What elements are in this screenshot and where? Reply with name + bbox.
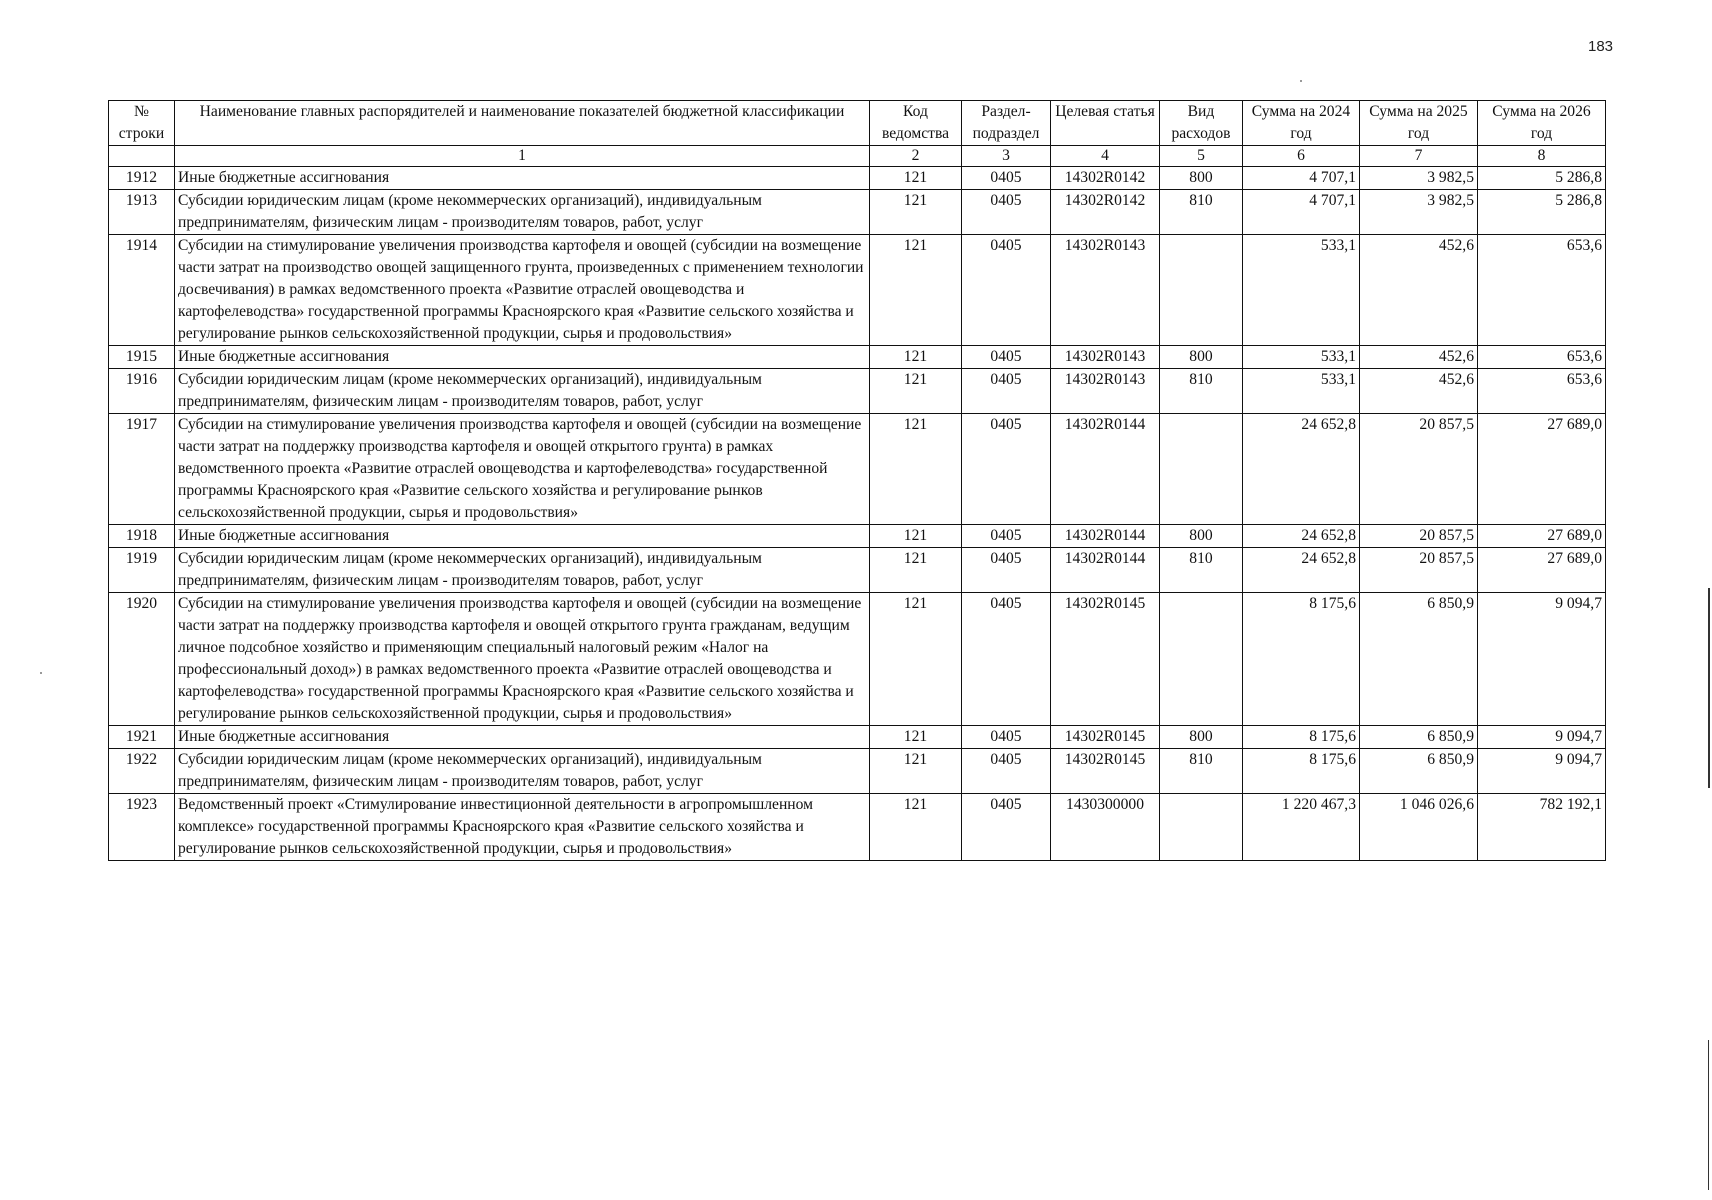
column-number: 2 xyxy=(870,146,962,167)
row-name: Субсидии юридическим лицам (кроме некоммерческих организаций), индивидуальным предпринимателям, физическим лицам - производителям товаров, работ, услуг xyxy=(175,548,870,593)
table-body xyxy=(109,167,1606,861)
row-name: Субсидии на стимулирование увеличения производства картофеля и овощей (субсидии на возмещение части затрат на поддержку производства картофеля и овощей открытого грунта) в рамках ведомственного проекта «Развитие отраслей овощеводства и картофелеводства» государственной программы Красноярского края «Развитие сельского хозяйства и регулирование рынков сельскохозяйственной продукции, сырья и продовольствия» xyxy=(175,414,870,525)
header-dept-code: Код ведомства xyxy=(870,101,962,146)
row-name: Субсидии на стимулирование увеличения производства картофеля и овощей (субсидии на возмещение части затрат на производство овощей защищенного грунта, произведенных с применением технологии досвечивания) в рамках ведомственного проекта «Развитие отраслей овощеводства и картофелеводства» государственной программы Красноярского края «Развитие сельского хозяйства и регулирование рынков сельскохозяйственной продукции, сырья и продовольствия» xyxy=(175,235,870,346)
amount-2025: 3 982,5 xyxy=(1360,167,1478,190)
column-number-row xyxy=(109,146,1606,167)
amount-2025: 6 850,9 xyxy=(1360,726,1478,749)
target-article: 14302R0144 xyxy=(1051,548,1160,593)
section-code: 0405 xyxy=(962,548,1051,593)
row-number: 1912 xyxy=(109,167,175,190)
dept-code: 121 xyxy=(870,593,962,726)
amount-2025: 20 857,5 xyxy=(1360,525,1478,548)
amount-2025: 452,6 xyxy=(1360,369,1478,414)
header-row-number: № строки xyxy=(109,101,175,146)
scan-speck xyxy=(1300,80,1302,82)
row-number: 1923 xyxy=(109,794,175,861)
table-row xyxy=(109,414,1606,525)
target-article: 1430300000 xyxy=(1051,794,1160,861)
row-number: 1915 xyxy=(109,346,175,369)
column-number xyxy=(109,146,175,167)
table-row xyxy=(109,167,1606,190)
expense-kind xyxy=(1160,593,1243,726)
dept-code: 121 xyxy=(870,190,962,235)
header-target-article: Целевая статья xyxy=(1051,101,1160,146)
amount-2026: 5 286,8 xyxy=(1478,167,1606,190)
section-code: 0405 xyxy=(962,749,1051,794)
expense-kind: 810 xyxy=(1160,369,1243,414)
amount-2024: 533,1 xyxy=(1243,346,1360,369)
table-row xyxy=(109,749,1606,794)
dept-code: 121 xyxy=(870,414,962,525)
expense-kind xyxy=(1160,414,1243,525)
row-number: 1917 xyxy=(109,414,175,525)
table-row xyxy=(109,369,1606,414)
target-article: 14302R0145 xyxy=(1051,726,1160,749)
header-section: Раздел-подраздел xyxy=(962,101,1051,146)
amount-2024: 24 652,8 xyxy=(1243,548,1360,593)
amount-2026: 27 689,0 xyxy=(1478,525,1606,548)
amount-2026: 653,6 xyxy=(1478,369,1606,414)
table-row xyxy=(109,548,1606,593)
column-number: 4 xyxy=(1051,146,1160,167)
amount-2024: 8 175,6 xyxy=(1243,593,1360,726)
dept-code: 121 xyxy=(870,346,962,369)
table-row xyxy=(109,794,1606,861)
dept-code: 121 xyxy=(870,794,962,861)
amount-2024: 4 707,1 xyxy=(1243,190,1360,235)
column-number: 5 xyxy=(1160,146,1243,167)
table-row xyxy=(109,726,1606,749)
row-name: Иные бюджетные ассигнования xyxy=(175,726,870,749)
row-number: 1919 xyxy=(109,548,175,593)
section-code: 0405 xyxy=(962,525,1051,548)
row-number: 1922 xyxy=(109,749,175,794)
target-article: 14302R0145 xyxy=(1051,749,1160,794)
target-article: 14302R0143 xyxy=(1051,346,1160,369)
column-number: 8 xyxy=(1478,146,1606,167)
dept-code: 121 xyxy=(870,726,962,749)
row-name: Ведомственный проект «Стимулирование инвестиционной деятельности в агропромышленном комплексе» государственной программы Красноярского края «Развитие сельского хозяйства и регулирование рынков сельскохозяйственной продукции, сырья и продовольствия» xyxy=(175,794,870,861)
expense-kind: 800 xyxy=(1160,167,1243,190)
dept-code: 121 xyxy=(870,235,962,346)
amount-2025: 20 857,5 xyxy=(1360,414,1478,525)
row-name: Субсидии юридическим лицам (кроме некоммерческих организаций), индивидуальным предпринимателям, физическим лицам - производителям товаров, работ, услуг xyxy=(175,749,870,794)
target-article: 14302R0142 xyxy=(1051,167,1160,190)
amount-2026: 9 094,7 xyxy=(1478,726,1606,749)
scan-speck xyxy=(40,672,42,674)
expense-kind xyxy=(1160,794,1243,861)
amount-2026: 27 689,0 xyxy=(1478,548,1606,593)
dept-code: 121 xyxy=(870,167,962,190)
header-amount-2024: Сумма на 2024 год xyxy=(1243,101,1360,146)
amount-2025: 20 857,5 xyxy=(1360,548,1478,593)
target-article: 14302R0143 xyxy=(1051,235,1160,346)
dept-code: 121 xyxy=(870,369,962,414)
scan-edge-mark xyxy=(1708,588,1710,788)
amount-2025: 452,6 xyxy=(1360,346,1478,369)
amount-2026: 9 094,7 xyxy=(1478,593,1606,726)
section-code: 0405 xyxy=(962,167,1051,190)
expense-kind: 810 xyxy=(1160,749,1243,794)
column-number: 1 xyxy=(175,146,870,167)
table-row xyxy=(109,593,1606,726)
amount-2024: 1 220 467,3 xyxy=(1243,794,1360,861)
expense-kind: 800 xyxy=(1160,346,1243,369)
amount-2026: 27 689,0 xyxy=(1478,414,1606,525)
header-amount-2025: Сумма на 2025 год xyxy=(1360,101,1478,146)
amount-2025: 452,6 xyxy=(1360,235,1478,346)
section-code: 0405 xyxy=(962,593,1051,726)
expense-kind: 810 xyxy=(1160,190,1243,235)
row-name: Субсидии юридическим лицам (кроме некоммерческих организаций), индивидуальным предпринимателям, физическим лицам - производителям товаров, работ, услуг xyxy=(175,369,870,414)
row-name: Субсидии на стимулирование увеличения производства картофеля и овощей (субсидии на возмещение части затрат на поддержку производства картофеля и овощей открытого грунта гражданам, ведущим личное подсобное хозяйство и применяющим специальный налоговый режим «Налог на профессиональный доход») в рамках ведомственного проекта «Развитие отраслей овощеводства и картофелеводства» государственной программы Красноярского края «Развитие сельского хозяйства и регулирование рынков сельскохозяйственной продукции, сырья и продовольствия» xyxy=(175,593,870,726)
row-name: Иные бюджетные ассигнования xyxy=(175,346,870,369)
dept-code: 121 xyxy=(870,548,962,593)
row-number: 1920 xyxy=(109,593,175,726)
table-row xyxy=(109,235,1606,346)
row-name: Иные бюджетные ассигнования xyxy=(175,167,870,190)
header-row xyxy=(109,101,1606,146)
row-number: 1913 xyxy=(109,190,175,235)
section-code: 0405 xyxy=(962,190,1051,235)
target-article: 14302R0142 xyxy=(1051,190,1160,235)
expense-kind: 800 xyxy=(1160,726,1243,749)
dept-code: 121 xyxy=(870,749,962,794)
amount-2026: 782 192,1 xyxy=(1478,794,1606,861)
amount-2025: 6 850,9 xyxy=(1360,749,1478,794)
row-number: 1918 xyxy=(109,525,175,548)
column-number: 6 xyxy=(1243,146,1360,167)
expense-kind: 800 xyxy=(1160,525,1243,548)
amount-2025: 1 046 026,6 xyxy=(1360,794,1478,861)
section-code: 0405 xyxy=(962,235,1051,346)
target-article: 14302R0143 xyxy=(1051,369,1160,414)
row-name: Иные бюджетные ассигнования xyxy=(175,525,870,548)
section-code: 0405 xyxy=(962,414,1051,525)
page-number: 183 xyxy=(1588,38,1614,55)
section-code: 0405 xyxy=(962,794,1051,861)
row-name: Субсидии юридическим лицам (кроме некоммерческих организаций), индивидуальным предпринимателям, физическим лицам - производителям товаров, работ, услуг xyxy=(175,190,870,235)
target-article: 14302R0144 xyxy=(1051,525,1160,548)
row-number: 1916 xyxy=(109,369,175,414)
amount-2024: 8 175,6 xyxy=(1243,749,1360,794)
section-code: 0405 xyxy=(962,346,1051,369)
amount-2024: 4 707,1 xyxy=(1243,167,1360,190)
expense-kind: 810 xyxy=(1160,548,1243,593)
table-row xyxy=(109,525,1606,548)
dept-code: 121 xyxy=(870,525,962,548)
section-code: 0405 xyxy=(962,726,1051,749)
header-amount-2026: Сумма на 2026 год xyxy=(1478,101,1606,146)
target-article: 14302R0144 xyxy=(1051,414,1160,525)
header-name: Наименование главных распорядителей и наименование показателей бюджетной классификации xyxy=(175,101,870,146)
amount-2024: 24 652,8 xyxy=(1243,414,1360,525)
table-row xyxy=(109,346,1606,369)
amount-2024: 8 175,6 xyxy=(1243,726,1360,749)
column-number: 3 xyxy=(962,146,1051,167)
amount-2024: 533,1 xyxy=(1243,235,1360,346)
header-expense-kind: Вид расходов xyxy=(1160,101,1243,146)
amount-2026: 5 286,8 xyxy=(1478,190,1606,235)
budget-table xyxy=(108,100,1606,861)
amount-2026: 9 094,7 xyxy=(1478,749,1606,794)
row-number: 1914 xyxy=(109,235,175,346)
table-row xyxy=(109,190,1606,235)
amount-2025: 3 982,5 xyxy=(1360,190,1478,235)
scan-edge-mark xyxy=(1708,1040,1709,1190)
expense-kind xyxy=(1160,235,1243,346)
row-number: 1921 xyxy=(109,726,175,749)
amount-2025: 6 850,9 xyxy=(1360,593,1478,726)
amount-2026: 653,6 xyxy=(1478,346,1606,369)
section-code: 0405 xyxy=(962,369,1051,414)
amount-2024: 24 652,8 xyxy=(1243,525,1360,548)
column-number: 7 xyxy=(1360,146,1478,167)
amount-2024: 533,1 xyxy=(1243,369,1360,414)
target-article: 14302R0145 xyxy=(1051,593,1160,726)
amount-2026: 653,6 xyxy=(1478,235,1606,346)
